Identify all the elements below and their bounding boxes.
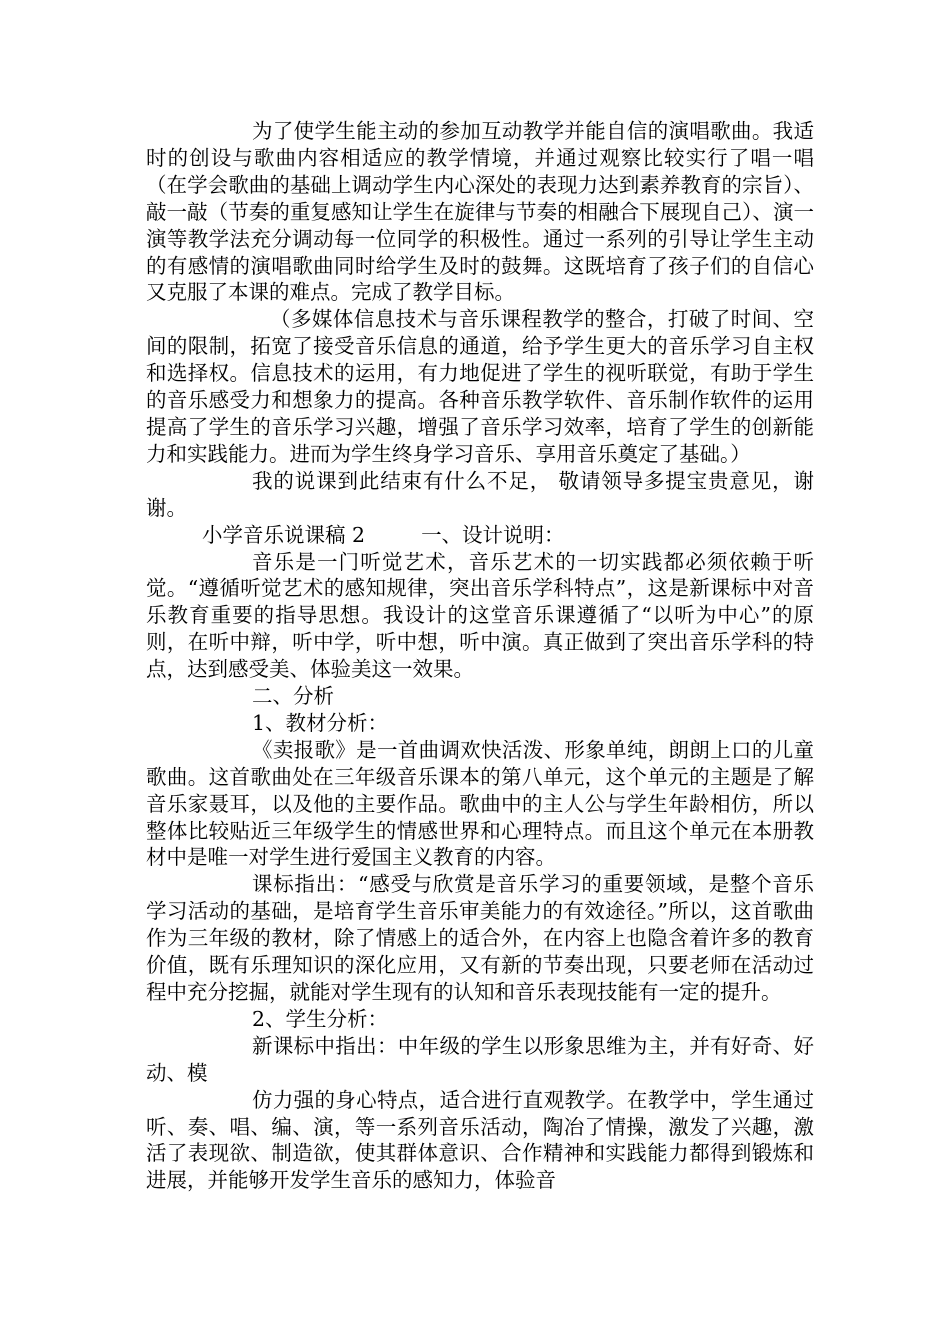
section-design-title: 一、设计说明：: [421, 522, 565, 547]
paragraph-design-notes: 音乐是一门听觉艺术，音乐艺术的一切实践都必须依赖于听觉。“遵循听觉艺术的感知规律，突出音乐学科特点”，这是新课标中对音乐教育重要的指导思想。我设计的这堂音乐课遵循了“以听为中心”的原则，在听中辩，听中学，听中想，听中演。真正做到了突出音乐学科的特点，达到感受美、体验美这一效果。: [146, 549, 814, 682]
subsection-material-title: 1、教材分析：: [252, 710, 389, 735]
subsection-student-title: 2、学生分析：: [252, 1006, 389, 1031]
lesson-title: 小学音乐说课稿 2: [202, 522, 366, 547]
paragraph-student-traits: 仿力强的身心特点，适合进行直观教学。在教学中，学生通过听、奏、唱、编、演，等一系列音乐活动，陶冶了情操，激发了兴趣，激活了表现欲、制造欲，使其群体意识、合作精神和实践能力都得到锻炼和进展，并能够开发学生音乐的感知力，体验音: [146, 1087, 814, 1193]
paragraph-multimedia: （多媒体信息技术与音乐课程教学的整合，打破了时间、空间的限制，拓宽了接受音乐信息的通道，给予学生更大的音乐学习自主权和选择权。信息技术的运用，有力地促进了学生的视听联觉，有助于学生的音乐感受力和想象力的提高。各种音乐教学软件、音乐制作软件的运用提高了学生的音乐学习兴趣，增强了音乐学习效率，培育了学生的创新能力和实践能力。进而为学生终身学习音乐、享用音乐奠定了基础。）: [146, 307, 814, 466]
paragraph-material-analysis: 《卖报歌》是一首曲调欢快活泼、形象单纯，朗朗上口的儿童歌曲。这首歌曲处在三年级音乐课本的第八单元，这个单元的主题是了解音乐家聂耳，以及他的主要作品。歌曲中的主人公与学生年龄相仿，所以整体比较贴近三年级学生的情感世界和心理特点。而且这个单元在本册教材中是唯一对学生进行爱国主义教育的内容。: [146, 737, 814, 870]
paragraph-curriculum: 课标指出：“感受与欣赏是音乐学习的重要领域，是整个音乐学习活动的基础，是培育学生音乐审美能力的有效途径。”所以，这首歌曲作为三年级的教材，除了情感上的适合外，在内容上也隐含着许多的教育价值，既有乐理知识的深化应用，又有新的节奏出现，只要老师在活动过程中充分挖掘，就能对学生现有的认知和音乐表现技能有一定的提升。: [146, 872, 814, 1004]
section-analysis-title: 二、分析: [252, 684, 334, 709]
paragraph-closing: 我的说课到此结束有什么不足， 敬请领导多提宝贵意见，谢谢。: [146, 468, 814, 520]
paragraph-interactive-teaching: 为了使学生能主动的参加互动教学并能自信的演唱歌曲。我适时的创设与歌曲内容相适应的教学情境，并通过观察比较实行了唱一唱（在学会歌曲的基础上调动学生内心深处的表现力达到素养教育的宗旨）、敲一敲（节奏的重复感知让学生在旋律与节奏的相融合下展现自己）、演一演等教学法充分调动每一位同学的积极性。通过一系列的引导让学生主动的有感情的演唱歌曲同时给学生及时的鼓舞。这既培育了孩子们的自信心又克服了本课的难点。完成了教学目标。: [146, 119, 814, 305]
paragraph-student-analysis: 新课标中指出：中年级的学生以形象思维为主，并有好奇、好动、模: [146, 1033, 814, 1085]
document-page: [146, 118, 814, 1194]
lesson-heading: [146, 522, 814, 549]
